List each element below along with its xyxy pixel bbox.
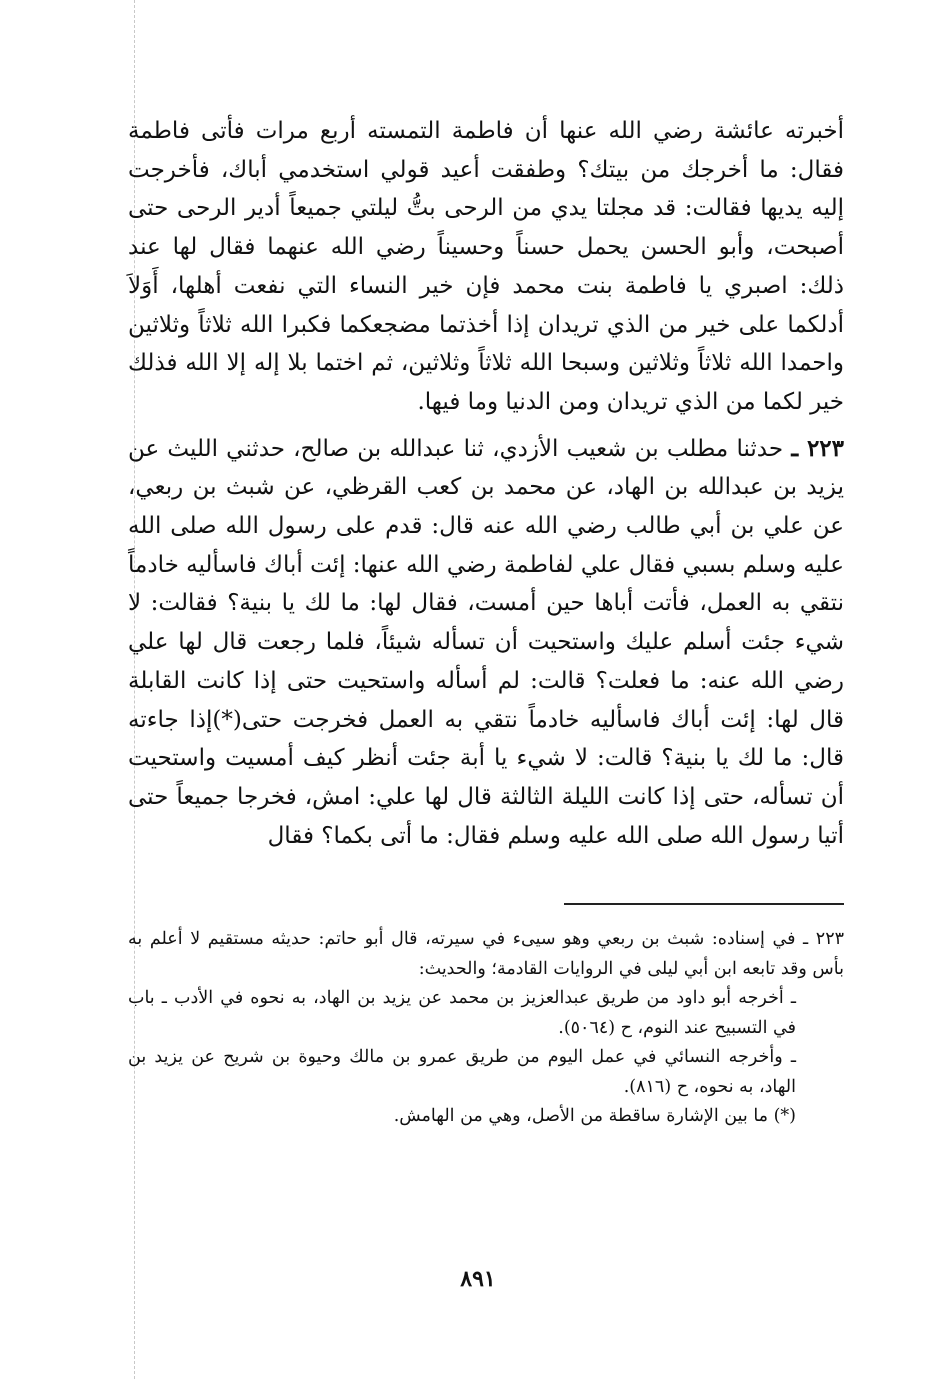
footnote-isnad: ٢٢٣ ـ في إسناده: شبث بن ربعي وهو سيىء في سيرته، قال أبو حاتم: حديثه مستقيم لا أعلم به بأس وقد تابعه ابن أبي ليلى في الروايات القادمة؛ والحديث: — [128, 929, 844, 979]
footnote-nasai: ـ وأخرجه النسائي في عمل اليوم من طريق عمرو بن مالك وحيوة بن شريح عن يزيد بن الهاد، به نحوه، ح (٨١٦). — [128, 1047, 796, 1097]
book-page — [128, 112, 844, 1132]
paragraph-continuation: أخبرته عائشة رضي الله عنها أن فاطمة التمسته أربع مرات فأتى فاطمة فقال: ما أخرجك من بيتك؟ وطفقت أعيد قولي استخدمي أباك، فأخرجت إليه يديها فقالت: قد مجلتا يدي من الرحى بتُّ ليلتي جميعاً أدير الرحى حتى أصبحت، وأبو الحسن يحمل حسناً وحسيناً رضي الله عنهما فقال لها عند ذلك: اصبري يا فاطمة بنت محمد فإن خير النساء التي نفعت أهلها، أَوَلاَ أدلكما على خير من الذي تريدان إذا أخذتما مضجعكما فكبرا الله ثلاثاً وثلاثين واحمدا الله ثلاثاً وثلاثين وسبحا الله ثلاثاً وثلاثين، ثم اختما بلا إله إلا الله فذلك خير لكما من الذي تريدان ومن الدنيا وما فيها. — [128, 118, 844, 415]
footnote-separator — [128, 855, 844, 925]
hadith-text: حدثنا مطلب بن شعيب الأزدي، ثنا عبدالله بن صالح، حدثني الليث عن يزيد بن عبدالله بن الهاد، عن محمد بن كعب القرظي، عن شبث بن ربعي، عن علي بن أبي طالب رضي الله عنه قال: قدم على رسول الله صلى الله عليه وسلم بسبي فقال علي لفاطمة رضي الله عنها: إئت أباك فاسأليه خادماً نتقي به العمل، فأتت أباها حين أمست، فقال لها: ما لك يا بنية؟ فقالت: لا شيء جئت أسلم عليك واستحيت أن تسأله شيئاً، فلما رجعت قال لها علي رضي الله عنه: ما فعلت؟ قالت: لم أسأله واستحيت حتى إذا كانت القابلة قال لها: إئت أباك فاسأليه خادماً نتقي به العمل فخرجت حتى(*)إذا جاءته قال: ما لك يا بنية؟ قالت: لا شيء يا أبة جئت أنظر كيف أمسيت واستحيت أن تسأله، حتى إذا كانت الليلة الثالثة قال لها علي: امش، فخرجا جميعاً حتى أتيا رسول الله صلى الله عليه وسلم فقال: ما أتى بكما؟ فقال — [128, 435, 844, 849]
footnote-margin-note: (*) ما بين الإشارة ساقطة من الأصل، وهي من الهامش. — [393, 1106, 796, 1127]
hadith-number: ٢٢٣ ـ — [791, 434, 845, 462]
footnote-abu-dawud: ـ أخرجه أبو داود من طريق عبدالعزيز بن محمد عن يزيد بن الهاد، به نحوه في الأدب ـ باب في التسبيح عند النوم، ح (٥٠٦٤). — [128, 988, 796, 1038]
footnotes — [128, 925, 844, 1132]
page-number: ٨٩١ — [460, 1266, 496, 1292]
main-text — [128, 112, 844, 855]
footnote-rule — [564, 903, 844, 905]
paragraph-hadith-223 — [128, 430, 844, 856]
